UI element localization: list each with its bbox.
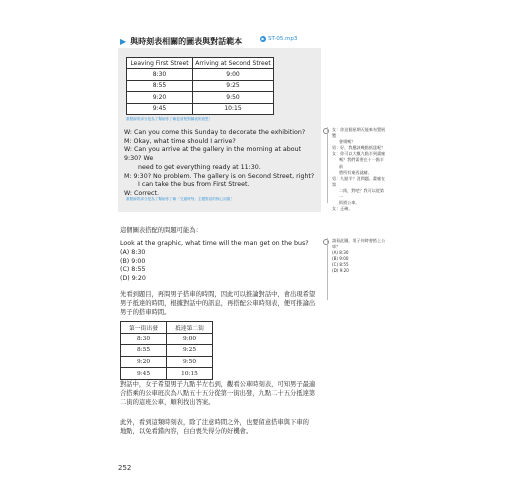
dialog-line: need to get everything ready at 11:30. [138,163,261,171]
section-marker-icon: ▶ [120,37,127,46]
question-text: Look at the graphic, what time will the man get on the bus? [120,240,309,247]
table-cell: 9:00 [167,333,213,345]
translation-line: 女：你可以大概九點半到畫廊 [332,151,386,157]
table-header-cell: Arriving at Second Street [193,58,274,69]
table-header-cell: 抵達第二街 [167,322,213,334]
answer-option: (B) 9:00 [120,257,146,265]
table-row [121,368,213,380]
question-translation-sidebar [327,238,388,300]
table-cell: 9:45 [127,103,193,114]
explanation-paragraph-1 [120,290,315,317]
table-header-row [121,322,213,334]
translation-line: 會場嗎？ [339,139,356,145]
table-cell: 9:50 [193,92,274,103]
translation-line: (B) 9:00 [332,256,349,262]
dialog-line: I can take the bus from First Street. [138,181,250,189]
translation-line: (A) 8:30 [332,250,349,256]
translation-line: 將所有東西就緒。 [339,169,372,175]
table-row [127,80,274,91]
paragraph-line: 對話中，女子希望男子九點半左右到，觀看公車時刻表，可知男子最適 [120,381,316,388]
paragraph-line: 男子的搭車時間。 [120,309,171,316]
section-title: 與時刻表相關的圖表與對話範本 [130,37,243,46]
translation-line: 女：正確。 [332,206,353,212]
question-intro: 這個圖表搭配的問題可能為： [120,227,202,234]
translation-line: (D) 9:20 [332,268,349,274]
dialog-line: W: Can you arrive at the gallery in the morning at about 9:30? We [124,146,302,163]
table-cell: 9:50 [167,356,213,368]
table-cell: 10:15 [167,368,213,380]
table-note: 重點線的部分是為了幫助你了解更清楚對圖表的意思！ [126,117,213,121]
table-cell: 8:55 [121,345,167,357]
play-circle-icon[interactable]: ▶ [261,36,265,41]
table-row [121,345,213,357]
paragraph-line: 地點，以免看錯內容，白白喪失得分的好機會。 [120,428,253,435]
paragraph-line: 二街的這班公車，順利找出答案。 [120,399,215,406]
table-cell: 9:25 [193,80,274,91]
translation-line: 車？ [332,244,341,250]
answer-option: (C) 8:55 [120,266,146,274]
paragraph-line: 男子抵達的時間，根據對話中的訊息，再搭配公車時刻表，便可推論出 [120,300,316,307]
table-cell: 10:15 [193,103,274,114]
audio-track[interactable] [260,36,297,42]
paragraph-line: 此外，看到這類時刻表，除了注意時間之外，也要留意搭車與下車的 [120,419,309,426]
chinese-schedule-table [120,321,213,380]
table-cell: 9:45 [121,368,167,380]
table-cell: 9:25 [167,345,213,357]
table-cell: 9:20 [127,92,193,103]
translation-line: 二街，對吧？我可以從第一 [339,187,385,200]
table-cell: 8:30 [121,333,167,345]
table-row [121,356,213,368]
translation-line: 請看此圖，男子何時會搭上公 [332,238,386,243]
dialog-line: W: Can you come this Sunday to decorate the exhibition? [124,129,306,136]
translation-line: 男：九點半？沒問題。畫廊在第 [332,175,386,187]
table-cell: 8:55 [127,80,193,91]
table-row [127,103,274,114]
dialog-line: M: Okay, what time should I arrive? [124,137,236,145]
dialog-note: 重點線的部分是為了幫助你了解「交通時刻」主題對話的核心詞彙！ [126,197,234,201]
table-cell: 9:00 [193,69,274,80]
table-header-cell: Leaving First Street [127,58,193,69]
audio-track-label: ST-05.mp3 [268,36,298,42]
translation-line: 男：好，我應該幾點抵達呢？ [332,145,386,151]
table-cell: 9:20 [121,356,167,368]
table-row [127,92,274,103]
answer-option: (D) 9:20 [120,275,146,283]
dialog-line: W: Correct. [124,189,159,197]
paragraph-line: 先看到題目，再問男子搭車的時間，因此可以推論對話中，會出現希望 [120,291,316,298]
dialog-line: M: 9:30? No problem. The gallery is on Second Street, right? [124,172,315,180]
bus-schedule-table [126,57,274,115]
translation-line: 街搭公車。 [339,200,360,206]
page-number: 252 [118,464,132,472]
table-cell: 8:30 [127,69,193,80]
table-row [121,333,213,345]
translation-line: (C) 8:55 [332,262,349,268]
table-header-row [127,58,274,69]
table-header-cell: 第一街出發 [121,322,167,334]
section-header [120,36,242,47]
translation-line: 嗎？我們需要在十一點半前 [339,157,385,169]
table-row [127,69,274,80]
answer-option: (A) 8:30 [120,248,146,256]
question-block [120,240,309,284]
explanation-paragraph-3 [120,418,309,436]
dialog-script [124,129,320,199]
paragraph-line: 合搭乘的公車班次為八點五十五分從第一街出發，九點二十五分抵達第 [120,390,316,397]
translation-line: 女：你這個星期天能來布置展覽 [332,127,386,139]
explanation-paragraph-2 [120,380,315,407]
translation-sidebar [327,127,388,212]
